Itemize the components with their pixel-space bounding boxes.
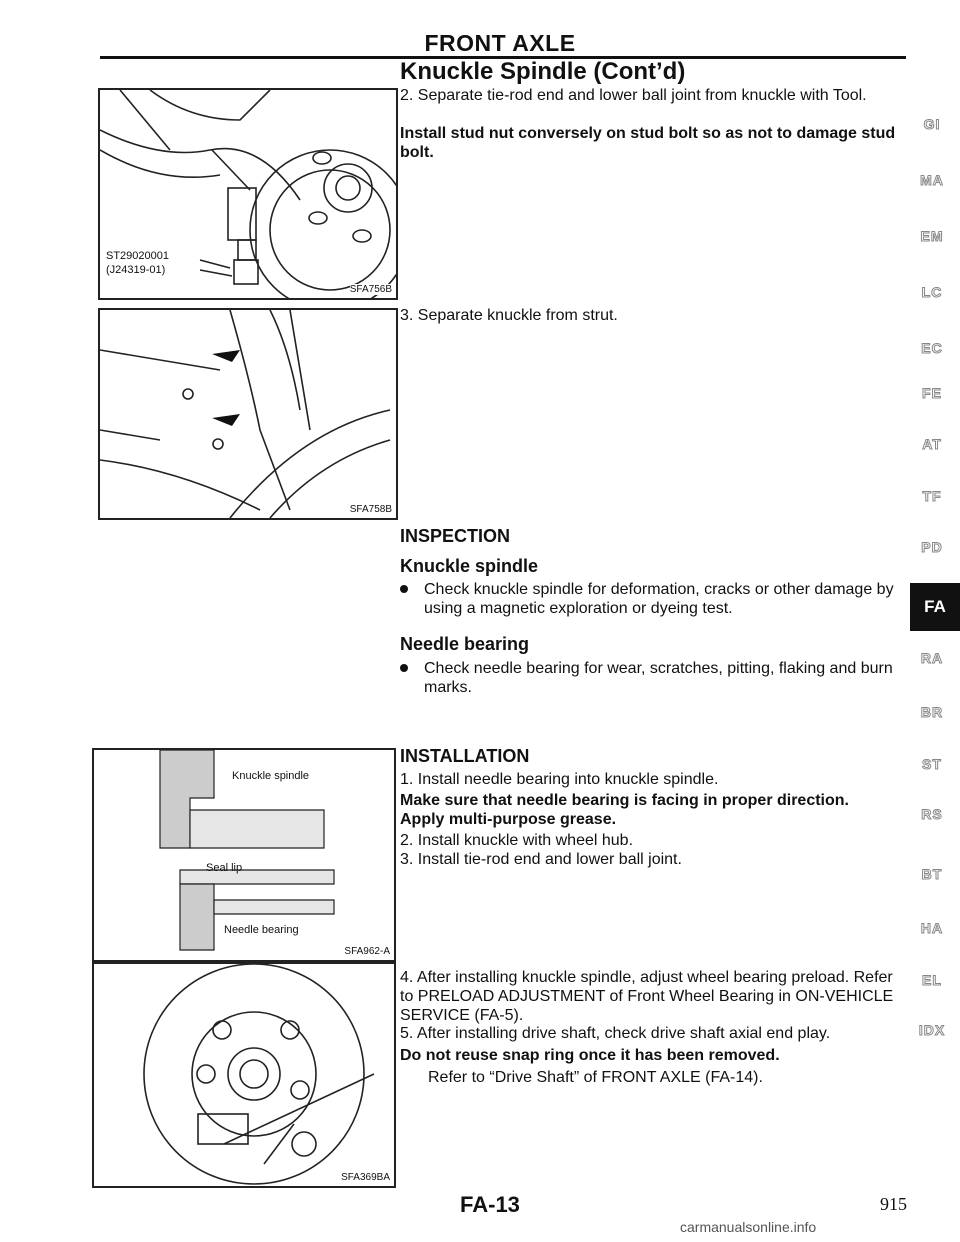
install-step-1: 1. Install needle bearing into knuckle spindle. [400,771,719,788]
watermark: carmanualsonline.info [680,1219,817,1235]
callout-needle-bearing: Needle bearing [224,924,299,936]
callout-seal-lip: Seal lip [206,862,243,874]
tab-br[interactable]: BR [920,704,944,720]
step-3-text: 3. Separate knuckle from strut. [400,307,618,324]
tab-idx[interactable]: IDX [918,1022,946,1038]
tab-ha[interactable]: HA [920,920,944,936]
knuckle-spindle-item [400,580,900,618]
needle-bearing-item [400,659,900,697]
tab-at[interactable]: AT [922,436,942,452]
tab-bt[interactable]: BT [921,866,943,882]
page-header-title: FRONT AXLE [424,30,576,56]
install-step-5: 5. After installing drive shaft, check drive shaft axial end play. [400,1025,831,1042]
install-note-3: Do not reuse snap ring once it has been removed. [400,1047,780,1064]
install-step-2: 2. Install knuckle with wheel hub. [400,832,634,849]
tab-el[interactable]: EL [922,972,942,988]
install-step-4: 4. After installing knuckle spindle, adjust wheel bearing preload. Refer to PRELOAD ADJUSTMENT of Front Wheel Bearing in ON-VEHICLE SERVICE (FA-5). [400,969,894,1024]
knuckle-spindle-text: Check knuckle spindle for deformation, cracks or other damage by using a magnetic exploration or dyeing test. [424,581,894,617]
step-2-note: Install stud nut conversely on stud bolt so as not to damage stud bolt. [400,125,896,161]
figure-code: SFA369BA [341,1172,390,1183]
tab-fe[interactable]: FE [922,385,942,401]
tab-rs[interactable]: RS [921,806,943,822]
install-note-2: Apply multi-purpose grease. [400,811,617,828]
section-title: Knuckle Spindle (Cont’d) [400,58,686,85]
figure-code: SFA758B [349,504,392,515]
tab-st[interactable]: ST [922,756,942,772]
tab-pd[interactable]: PD [921,539,943,555]
tab-ec[interactable]: EC [921,340,943,356]
figure-drawing [94,964,394,1186]
knuckle-spindle-heading: Knuckle spindle [400,556,539,576]
bullet-icon [400,664,408,672]
tool-number: ST29020001 [106,250,169,262]
page-code: FA-13 [460,1192,520,1217]
needle-bearing-text: Check needle bearing for wear, scratches, pitting, flaking and burn marks. [424,660,893,696]
page-number: 915 [880,1194,907,1214]
figure-code: SFA756B [349,284,392,295]
inspection-heading: INSPECTION [400,526,511,546]
bullet-icon [400,585,408,593]
figure-needle-bearing [92,748,396,962]
install-note-1: Make sure that needle bearing is facing in proper direction. [400,792,849,809]
callout-knuckle-spindle: Knuckle spindle [232,770,310,782]
tab-fa-active[interactable]: FA [910,583,960,631]
figure-axial-end-play [92,962,396,1188]
figure-drawing [100,310,396,518]
step-2-text: 2. Separate tie-rod end and lower ball joint from knuckle with Tool. [400,87,867,104]
tab-tf[interactable]: TF [922,488,942,504]
tab-gi[interactable]: GI [923,116,941,132]
tab-ra[interactable]: RA [920,650,944,666]
figure-tie-rod-separation [98,88,398,300]
figure-code: SFA962-A [344,946,390,957]
tool-number-alt: (J24319-01) [106,264,166,276]
tab-em[interactable]: EM [920,228,944,244]
tab-ma[interactable]: MA [920,172,944,188]
installation-heading: INSTALLATION [400,746,530,766]
needle-bearing-heading: Needle bearing [400,634,530,654]
tab-lc[interactable]: LC [921,284,943,300]
figure-knuckle-strut [98,308,398,520]
install-step-3: 3. Install tie-rod end and lower ball joint. [400,851,682,868]
install-reference: Refer to “Drive Shaft” of FRONT AXLE (FA-14). [428,1069,763,1086]
